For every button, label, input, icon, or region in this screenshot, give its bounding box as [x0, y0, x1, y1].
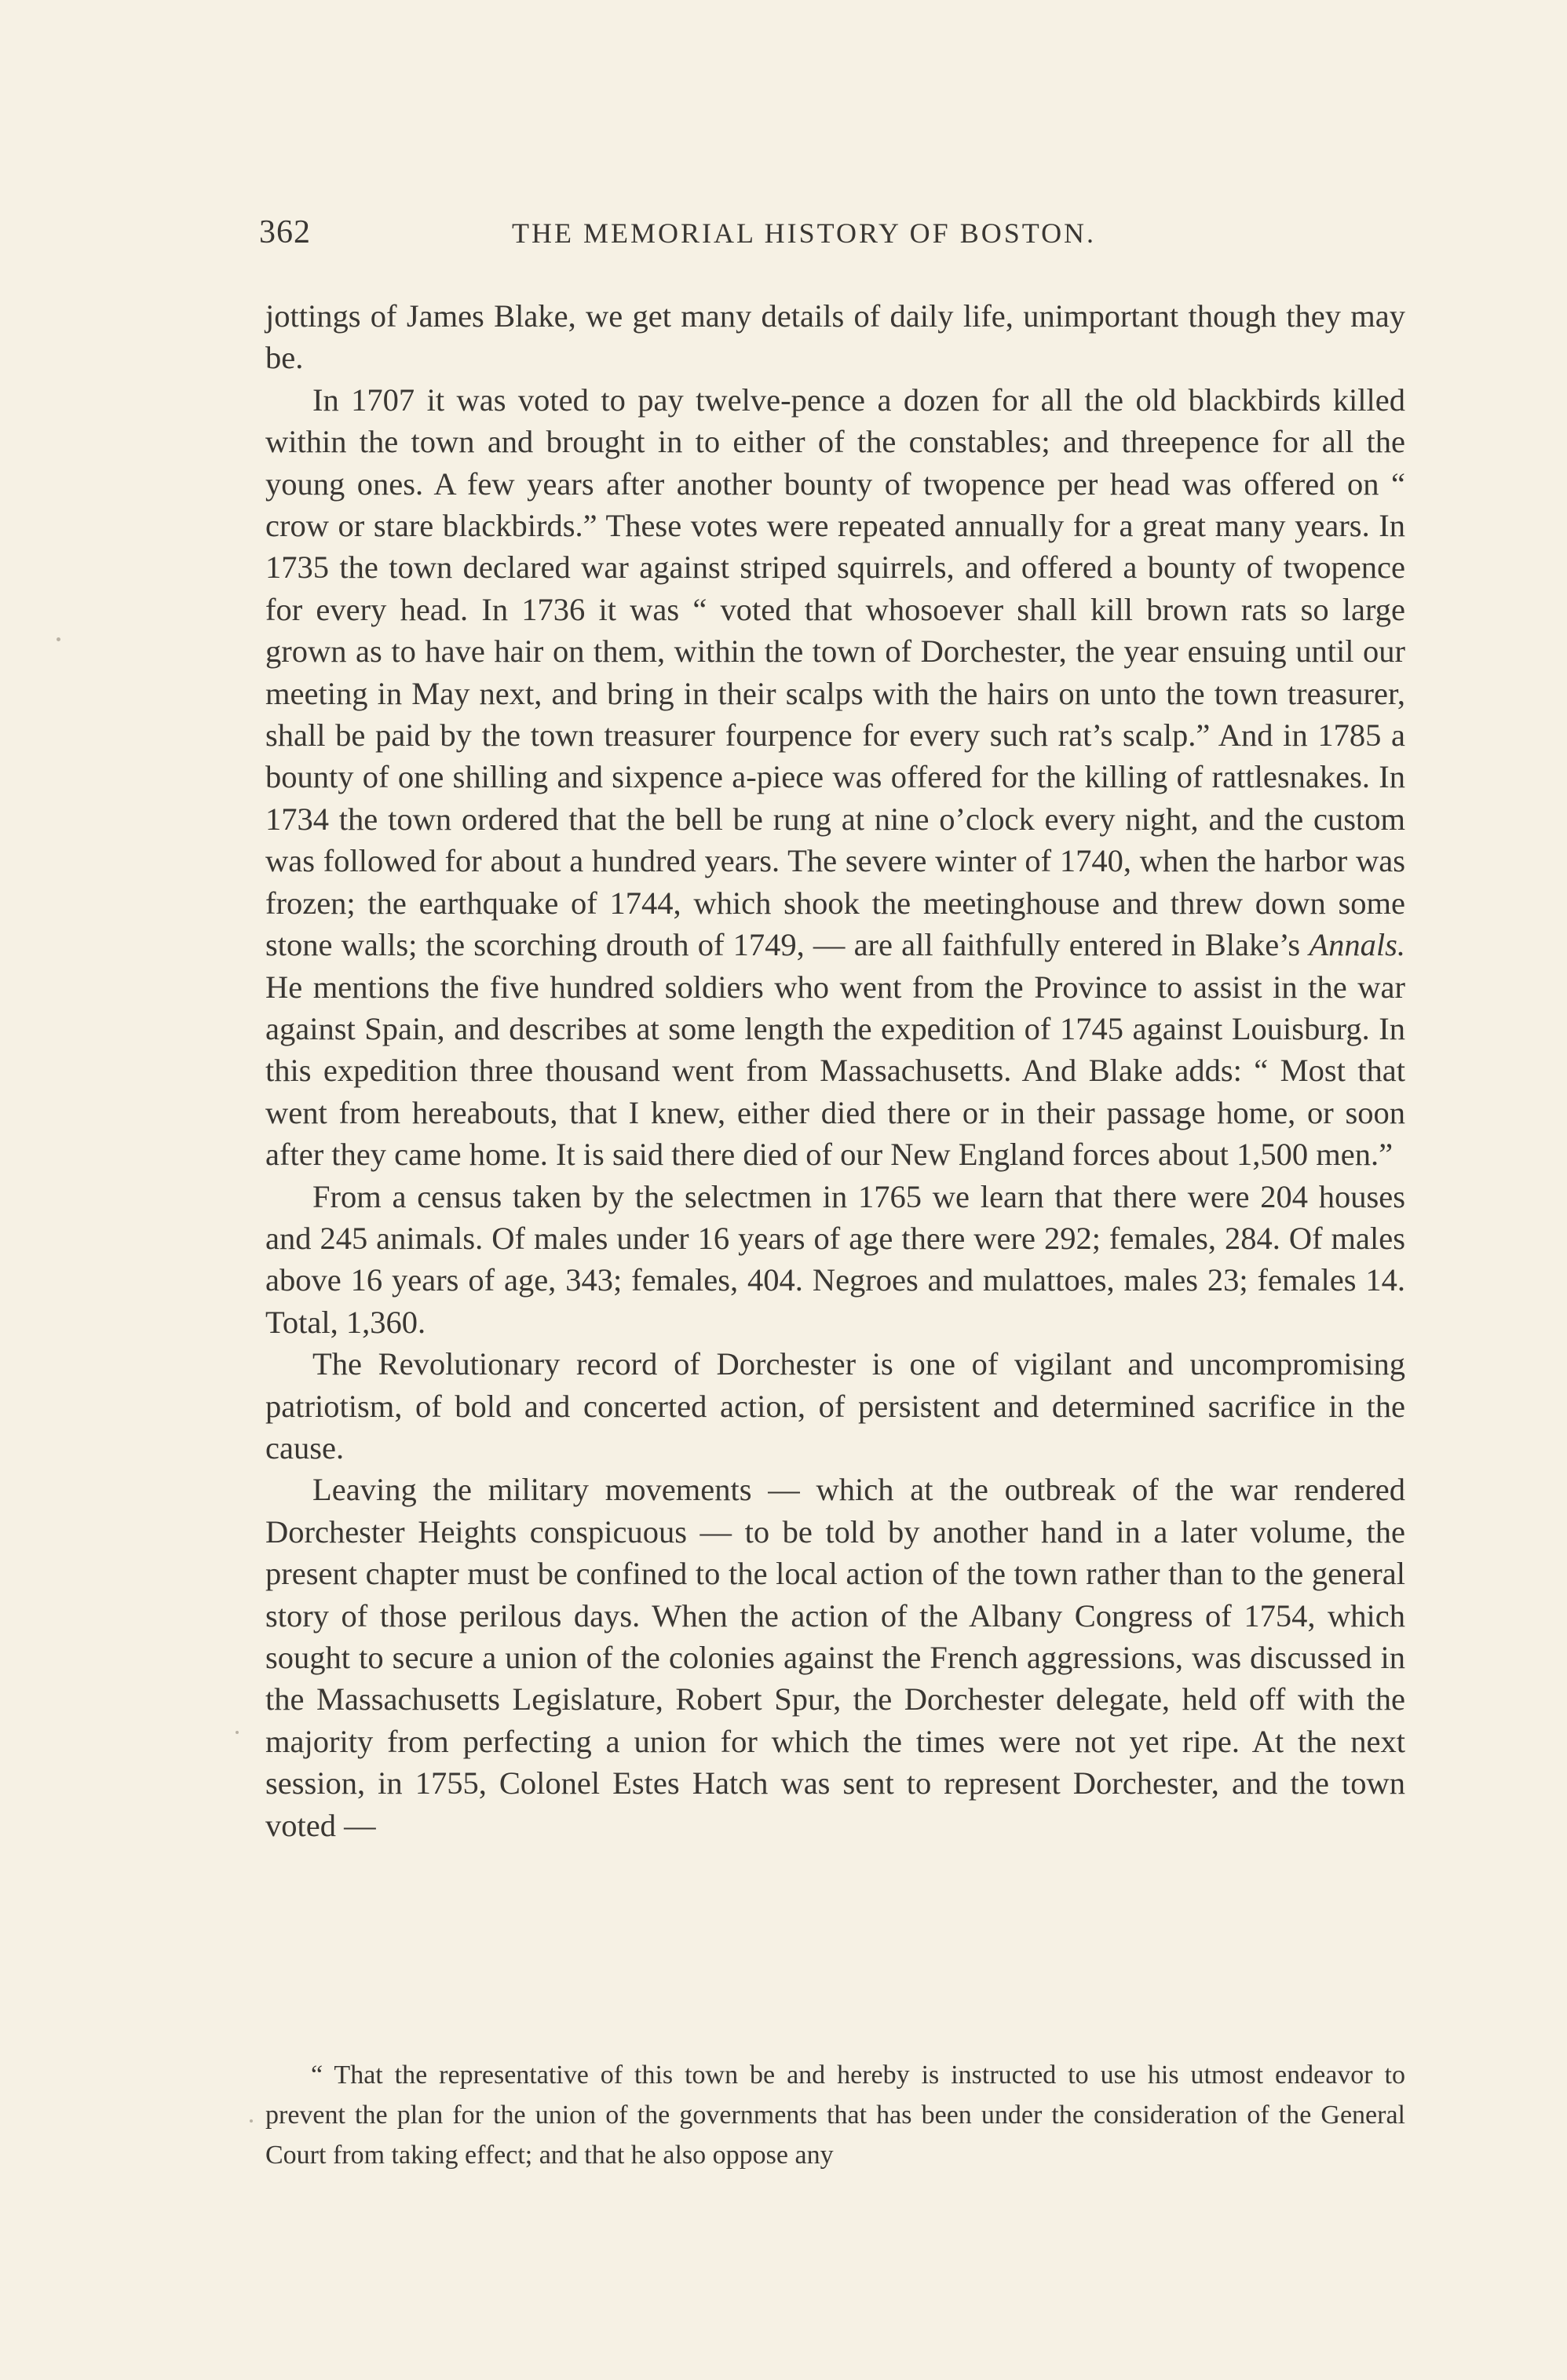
- paragraph-3: [265, 1176, 1405, 1344]
- paragraph-2-text-continued: He mentions the five hundred soldiers who went from the Province to assist in the war against Spain, and describes at some length the expedition of 1745 against Louisburg. In this expedition three thousand went from Massachusetts. And Blake adds: “ Most that went from hereabouts, that I knew, either died there or in their passage home, or soon after they came home. It is said there died of our New England forces about 1,500 men.”: [265, 969, 1405, 1173]
- paragraph-1: [265, 295, 1405, 379]
- annals-title: Annals.: [1309, 927, 1405, 963]
- quote-text: “ That the representative of this town be and hereby is instructed to use his utmost endeavor to prevent the plan for the union of the governments that has been under the consideration of the General Court from taking effect; and that he also oppose any: [265, 2061, 1405, 2170]
- page-number: 362: [259, 214, 311, 250]
- paper-speck: [57, 637, 60, 641]
- paragraph-5-text: Leaving the military movements — which at the outbreak of the war rendered Dorchester Heights conspicuous — to be told by another hand in a later volume, the present chapter must be confined to the local action of the town rather than to the general story of those perilous days. When the action of the Albany Congress of 1754, which sought to secure a union of the colonies against the French aggressions, was discussed in the Massachusetts Legislature, Robert Spur, the Dorchester delegate, held off with the majority from perfecting a union for which the times were not yet ripe. At the next session, in 1755, Colonel Estes Hatch was sent to represent Dorchester, and the town voted —: [265, 1472, 1405, 1843]
- paper-speck: [250, 2119, 253, 2123]
- paragraph-2-text: In 1707 it was voted to pay twelve-pence a dozen for all the old blackbirds killed within the town and brought in to either of the constables; and threepence for all the young ones. A few years after another bounty of twopence per head was offered on “ crow or stare blackbirds.” These votes were repeated annually for a great many years. In 1735 the town declared war against striped squirrels, and offered a bounty of twopence for every head. In 1736 it was “ voted that whosoever shall kill brown rats so large grown as to have hair on them, within the town of Dorchester, the year ensuing until our meeting in May next, and bring in their scalps with the hairs on unto the town treasurer, shall be paid by the town treasurer fourpence for every such rat’s scalp.” And in 1785 a bounty of one shilling and sixpence a-piece was offered for the killing of rattlesnakes. In 1734 the town ordered that the bell be rung at nine o’clock every night, and the custom was followed for about a hundred years. The severe winter of 1740, when the harbor was frozen; the earthquake of 1744, which shook the meetinghouse and threw down some stone walls; the scorching drouth of 1749, — are all faithfully entered in Blake’s: [265, 381, 1405, 963]
- paragraph-2: [265, 379, 1405, 1176]
- block-quote: [265, 2055, 1405, 2175]
- paragraph-4-text: The Revolutionary record of Dorchester is one of vigilant and uncompromising patriotism, of bold and concerted action, of persistent and determined sacrifice in the cause.: [265, 1346, 1405, 1466]
- page-header: [259, 214, 1405, 261]
- paper-speck: [236, 1731, 239, 1734]
- paragraph-3-text: From a census taken by the selectmen in 1765 we learn that there were 204 houses and 245 animals. Of males under 16 years of age there were 292; females, 284. Of males above 16 years of age, 343; females, 404. Negroes and mulattoes, males 23; females 14. Total, 1,360.: [265, 1178, 1405, 1340]
- paragraph-4: [265, 1343, 1405, 1469]
- body-text: [265, 295, 1405, 1846]
- paragraph-1-text: jottings of James Blake, we get many details of daily life, unimportant though they may be.: [265, 298, 1405, 376]
- paragraph-5: [265, 1469, 1405, 1846]
- running-title: THE MEMORIAL HISTORY OF BOSTON.: [512, 217, 1097, 249]
